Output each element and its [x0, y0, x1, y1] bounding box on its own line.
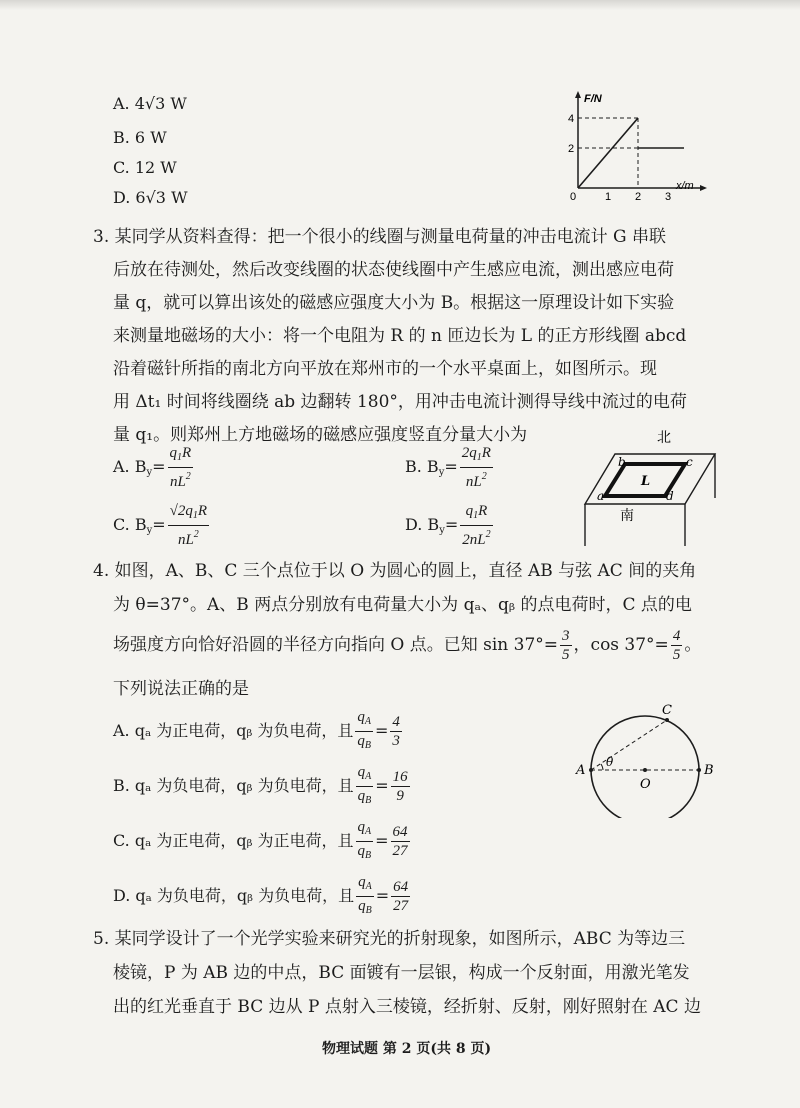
graph-y-label: F/N: [584, 93, 602, 105]
graph-x-tick-1: 1: [605, 191, 612, 203]
corner-c: c: [686, 455, 693, 469]
q2-option-c: C. 12 W: [113, 158, 177, 177]
q2-option-a: A. 4√3 W: [113, 94, 187, 113]
graph-y-tick-4: 4: [568, 113, 575, 125]
q4-option-c: C. qₐ 为正电荷，qᵦ 为正电荷，且 $\frac{q_A}{q_B}$ = $\frac{64}{27}$: [113, 818, 412, 865]
point-a: [589, 768, 593, 772]
center-point: [643, 768, 647, 772]
q4-line-2: 为 θ=37°。A、B 两点分别放有电荷量大小为 qₐ、qᵦ 的点电荷时，C 点的电: [113, 595, 692, 615]
q4-line-1: 4. 如图，A、B、C 三个点位于以 O 为圆心的圆上，直径 AB 与弦 AC 间的夹角: [93, 561, 697, 581]
corner-d: d: [666, 489, 674, 503]
graph-x-tick-2: 2: [635, 191, 642, 203]
q3-option-b: B. $B_y=$ $\frac{2q_1R}{nL^2}$: [405, 445, 491, 490]
q3-line-6: 用 Δt₁ 时间将线圈绕 ab 边翻转 180°，用冲击电流计测得导线中流过的电荷: [113, 392, 687, 412]
graph-y-tick-2: 2: [568, 143, 575, 155]
q5-line-1: 5. 某同学设计了一个光学实验来研究光的折射现象，如图所示，ABC 为等边三: [93, 929, 686, 949]
q4-line-3: 场强度方向恰好沿圆的半径方向指向 O 点。已知 sin 37°= $\frac{3}{5}$ ，cos 37°= $\frac{4}{5}$ 。: [113, 628, 702, 663]
point-b: [697, 768, 701, 772]
q3-option-d: D. $B_y=$ $\frac{q_1R}{2nL^2}$: [405, 503, 491, 548]
q5-line-2: 棱镜，P 为 AB 边的中点，BC 面镀有一层银，构成一个反射面，用激光笔发: [113, 963, 690, 983]
q3-line-5: 沿着磁针所指的南北方向平放在郑州市的一个水平桌面上，如图所示。现: [113, 359, 657, 379]
label-o: O: [640, 777, 651, 792]
q4-option-d: D. qₐ 为负电荷，qᵦ 为负电荷，且 $\frac{q_A}{q_B}$ = $\frac{64}{27}$: [113, 873, 412, 920]
q3-line-1: 3. 某同学从资料查得：把一个很小的线圈与测量电荷量的冲击电流计 G 串联: [93, 227, 667, 247]
label-c: C: [662, 703, 672, 718]
q3-line-2: 后放在待测处，然后改变线圈的状态使线圈中产生感应电流，测出感应电荷: [113, 260, 674, 280]
point-c: [665, 718, 669, 722]
q3-option-c: C. $B_y=$ $\frac{√2q_1R}{nL^2}$: [113, 503, 208, 548]
figure-south-label: 南: [620, 508, 634, 524]
q4-circle-figure: [570, 698, 720, 818]
page-top-edge: [0, 0, 800, 10]
q3-line-7: 量 q₁。则郑州上方地磁场的磁感应强度竖直分量大小为: [113, 425, 528, 445]
q3-line-3: 量 q，就可以算出该处的磁感应强度大小为 B。根据这一原理设计如下实验: [113, 293, 675, 313]
graph-x-label: x/m: [676, 180, 694, 192]
q4-line-4: 下列说法正确的是: [113, 679, 249, 699]
graph-x-tick-3: 3: [665, 191, 672, 203]
q3-line-4: 来测量地磁场的大小：将一个电阻为 R 的 n 匝边长为 L 的正方形线圈 abcd: [113, 326, 687, 346]
q4-option-b: B. qₐ 为负电荷，qᵦ 为负电荷，且 $\frac{q_A}{q_B}$ = $\frac{16}{9}$: [113, 763, 412, 810]
q2-option-b: B. 6 W: [113, 128, 167, 147]
label-b: B: [704, 763, 714, 778]
corner-a: a: [597, 489, 605, 503]
graph-x-tick-0: 0: [570, 191, 577, 203]
q3-option-a: A. $B_y=$ $\frac{q_1R}{nL^2}$: [113, 445, 192, 490]
q5-line-3: 出的红光垂直于 BC 边从 P 点射入三棱镜，经折射、反射，刚好照射在 AC 边: [113, 997, 701, 1017]
q2-force-graph: [560, 88, 710, 203]
graph-rising-segment: [578, 118, 638, 188]
side-label: L: [641, 474, 651, 489]
q4-option-a: A. qₐ 为正电荷，qᵦ 为负电荷，且 $\frac{q_A}{q_B}$ = $\frac{4}{3}$: [113, 708, 404, 755]
q3-coil-figure: [565, 428, 725, 550]
corner-b: b: [618, 455, 626, 469]
figure-north-label: 北: [657, 430, 671, 446]
label-theta: θ: [606, 755, 614, 769]
chord-ac: [591, 720, 667, 770]
page-footer: 物理试题 第 2 页(共 8 页): [322, 1041, 492, 1057]
label-a: A: [576, 763, 586, 778]
q2-option-d: D. 6√3 W: [113, 188, 188, 207]
